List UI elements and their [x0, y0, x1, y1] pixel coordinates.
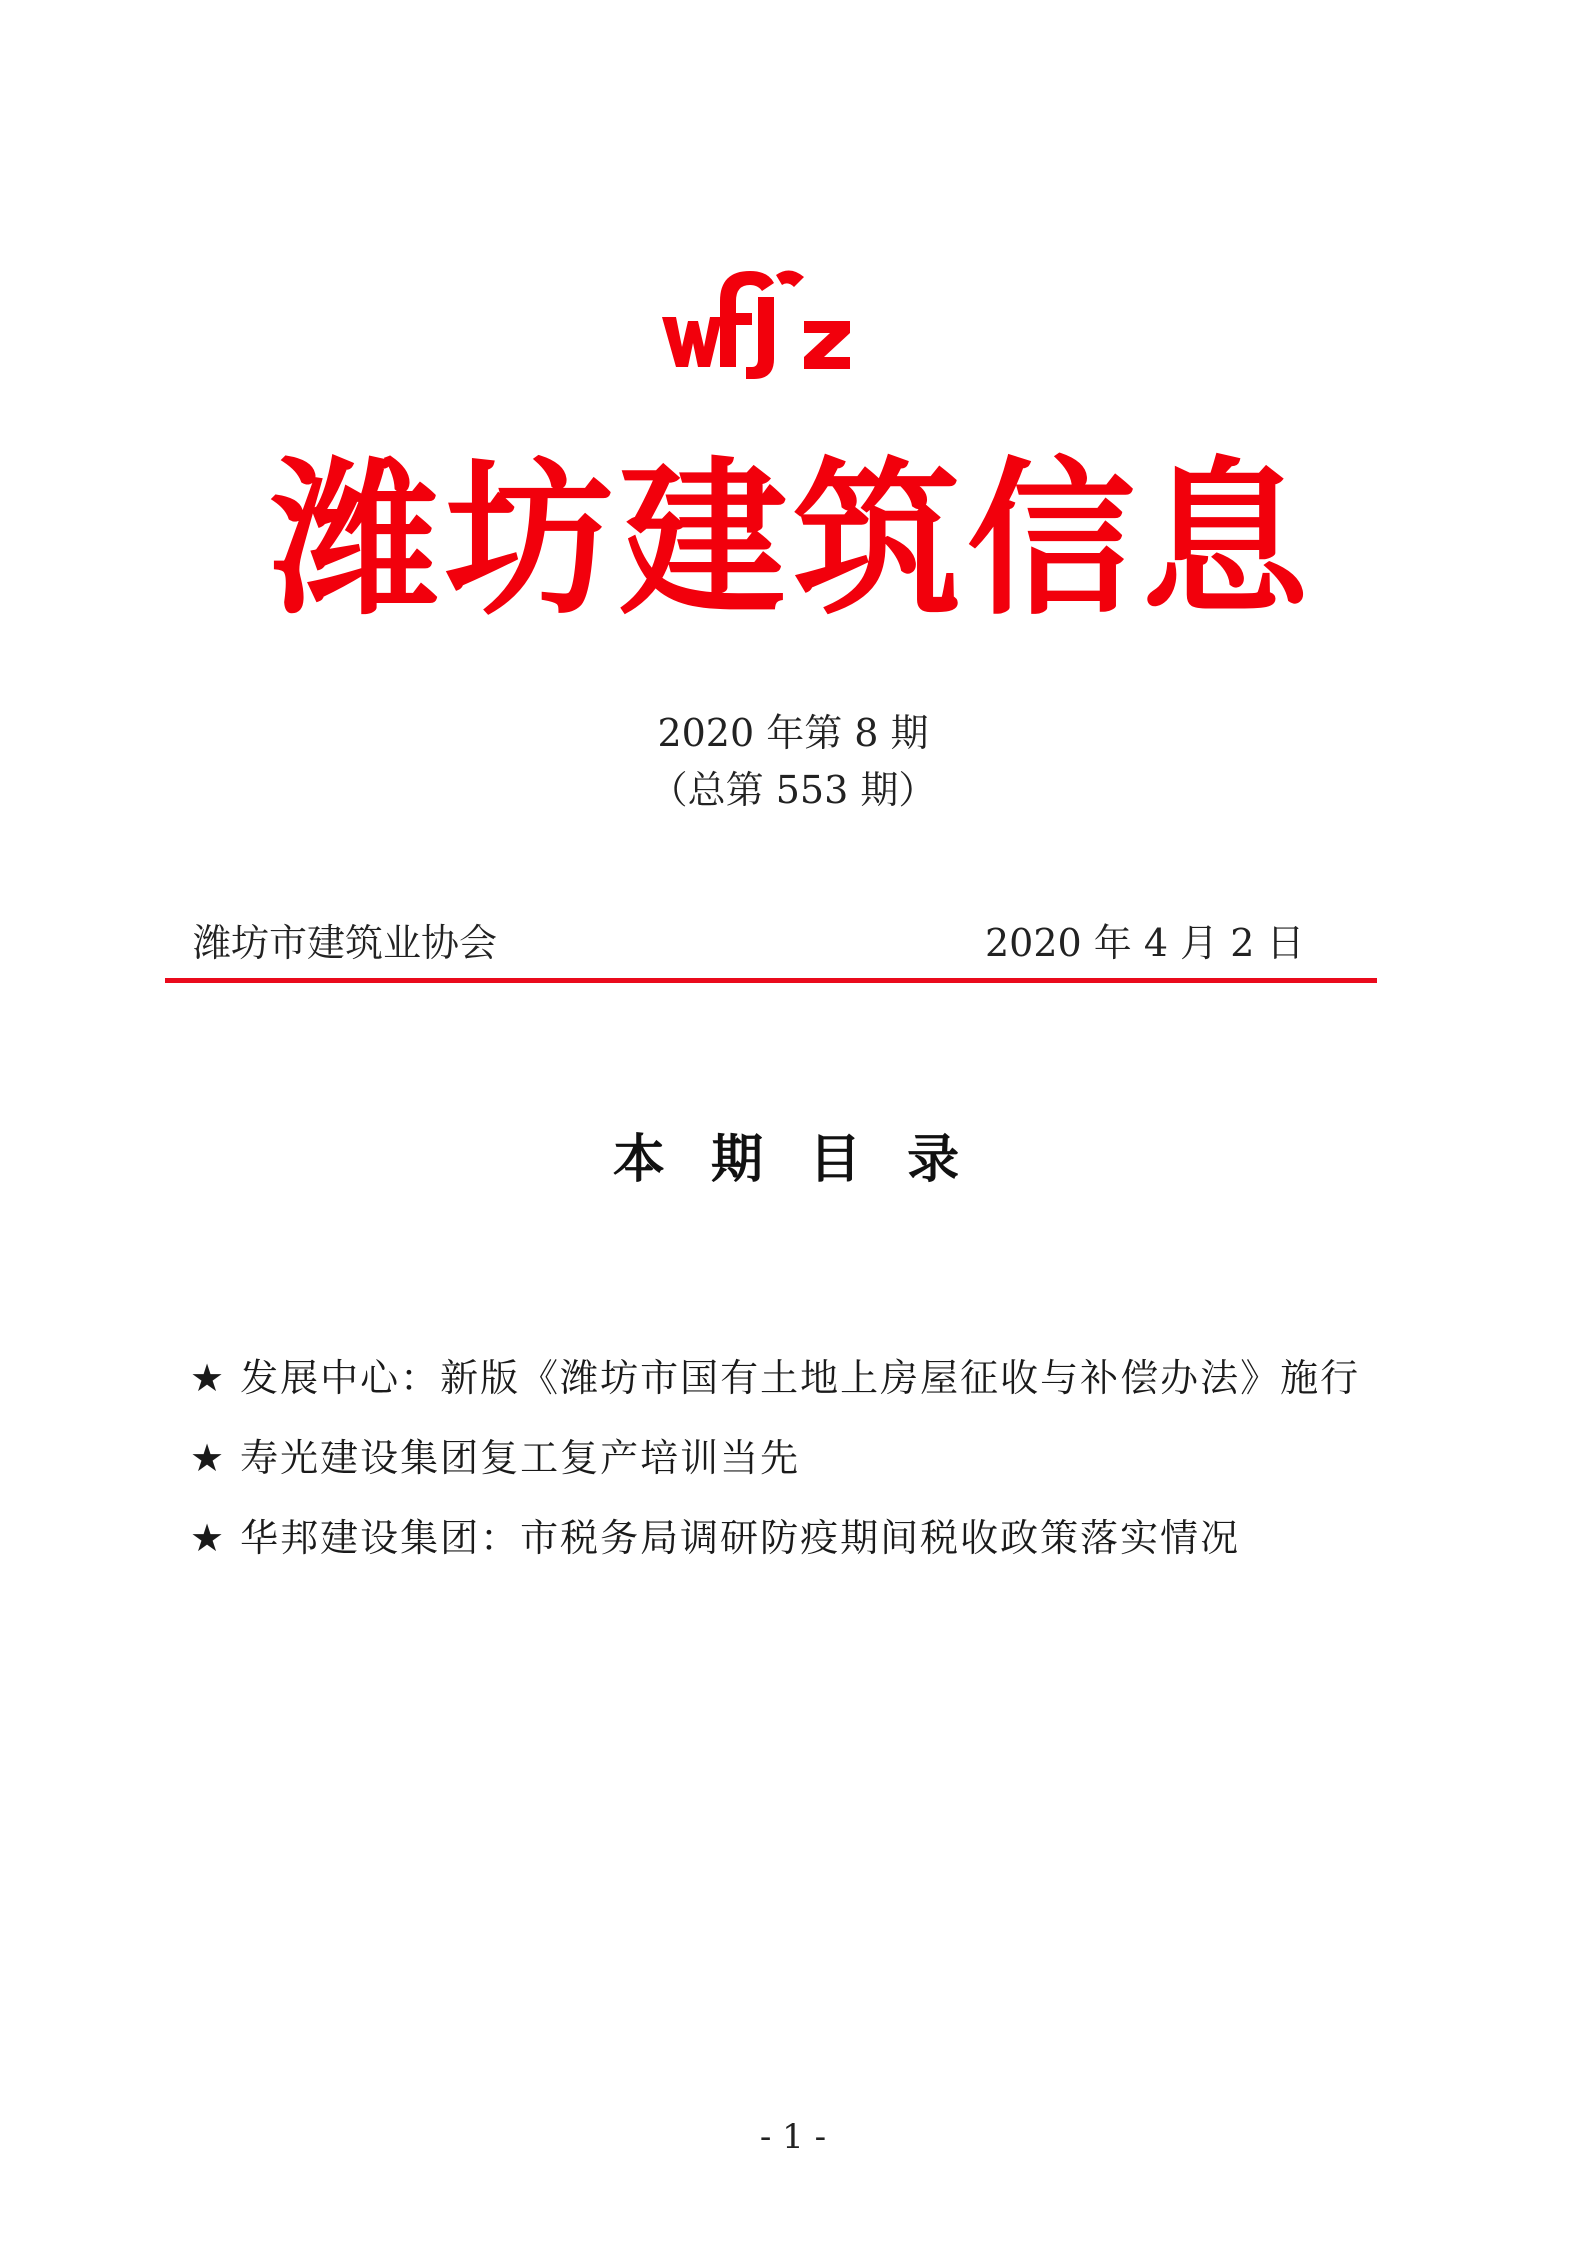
publisher-name: 潍坊市建筑业协会 [193, 921, 498, 965]
star-icon: ★ [190, 1516, 227, 1560]
toc-item [190, 1350, 1360, 1430]
publication-date: 2020 年 4 月 2 日 [985, 921, 1305, 965]
toc-list [190, 1350, 1360, 1590]
star-icon: ★ [190, 1356, 227, 1400]
red-divider-rule [165, 978, 1377, 983]
toc-item [190, 1510, 1360, 1590]
toc-item [190, 1430, 1360, 1510]
toc-item-text: 发展中心：新版《潍坊市国有土地上房屋征收与补偿办法》施行 [240, 1356, 1361, 1400]
toc-heading: 本 期 目 录 [612, 1129, 974, 1190]
issue-number: 2020 年第 8 期 [657, 711, 929, 755]
wfjz-logo [658, 255, 858, 385]
toc-item-text: 寿光建设集团复工复产培训当先 [240, 1436, 801, 1480]
page-number: - 1 - [759, 2117, 827, 2157]
masthead-title: 潍坊建筑信息 [271, 442, 1315, 638]
toc-item-text: 华邦建设集团：市税务局调研防疫期间税收政策落实情况 [240, 1516, 1241, 1560]
star-icon: ★ [190, 1436, 227, 1480]
issue-total-number: （总第 553 期） [649, 768, 937, 812]
